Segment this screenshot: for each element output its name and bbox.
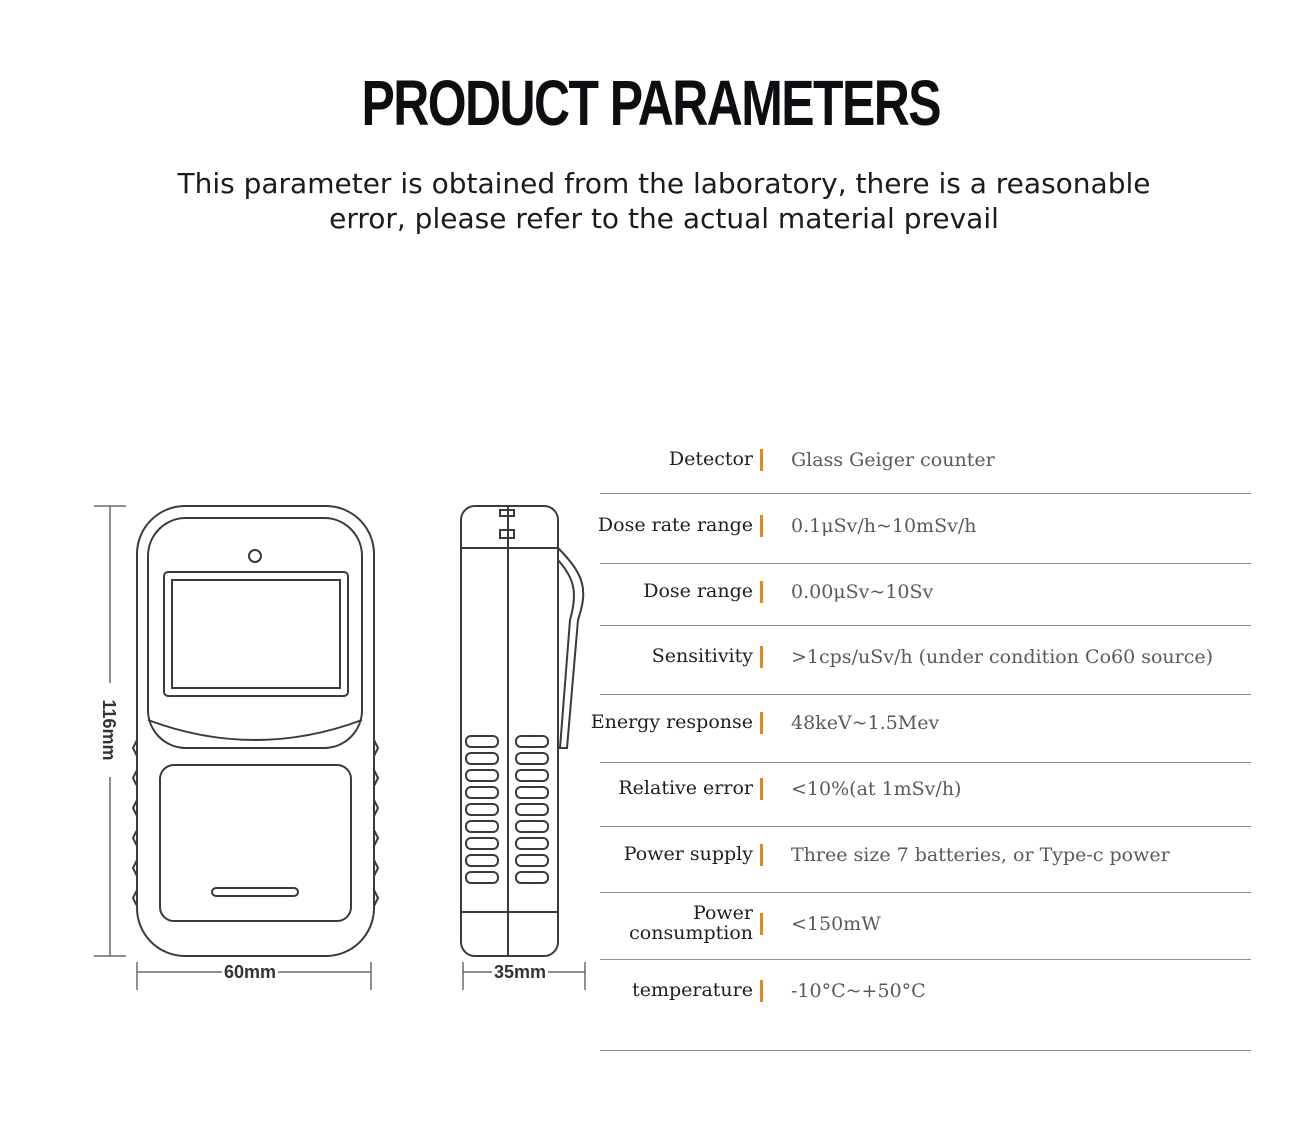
param-label: Relative error — [618, 777, 753, 799]
front-view — [133, 506, 378, 956]
height-dimension-label: 116mm — [98, 683, 120, 777]
divider — [600, 563, 1251, 564]
accent-bar — [760, 913, 763, 935]
param-label: Energy response — [590, 711, 753, 733]
width-dimension-label: 60mm — [224, 962, 277, 982]
divider — [600, 892, 1251, 893]
side-vents-left — [466, 736, 498, 883]
accent-bar — [760, 778, 763, 800]
param-label: Power consumption — [629, 902, 753, 944]
param-label: Dose range — [643, 580, 753, 602]
page-title: PRODUCT PARAMETERS — [361, 67, 940, 139]
page-subtitle: This parameter is obtained from the laboratory, there is a reasonable error, please refer to the actual material prevail — [177, 167, 1151, 235]
side-vents-right — [516, 736, 548, 883]
accent-bar — [760, 646, 763, 668]
divider — [600, 493, 1251, 494]
dimension-lines — [94, 506, 585, 990]
divider — [600, 625, 1251, 626]
param-label: Power supply — [623, 843, 753, 865]
depth-dimension-label: 35mm — [494, 962, 547, 982]
param-value: <10%(at 1mSv/h) — [791, 778, 962, 800]
param-value: -10°C~+50°C — [791, 980, 926, 1002]
divider — [600, 826, 1251, 827]
accent-bar — [760, 980, 763, 1002]
param-value: 48keV~1.5Mev — [791, 712, 940, 734]
param-value: >1cps/uSv/h (under condition Co60 source) — [791, 646, 1214, 668]
param-label: temperature — [632, 979, 753, 1001]
divider — [600, 959, 1251, 960]
divider — [600, 762, 1251, 763]
accent-bar — [760, 712, 763, 734]
param-label: Dose rate range — [597, 514, 753, 536]
accent-bar — [760, 515, 763, 537]
param-value: Three size 7 batteries, or Type-c power — [791, 844, 1170, 866]
param-value: 0.1μSv/h~10mSv/h — [791, 515, 977, 537]
param-label: Sensitivity — [651, 645, 753, 667]
accent-bar — [760, 844, 763, 866]
accent-bar — [760, 581, 763, 603]
divider — [600, 1050, 1251, 1051]
param-value: 0.00μSv~10Sv — [791, 581, 934, 603]
param-value: Glass Geiger counter — [791, 449, 995, 471]
divider — [600, 694, 1251, 695]
param-label: Detector — [668, 448, 753, 470]
param-value: <150mW — [791, 913, 881, 935]
accent-bar — [760, 449, 763, 471]
